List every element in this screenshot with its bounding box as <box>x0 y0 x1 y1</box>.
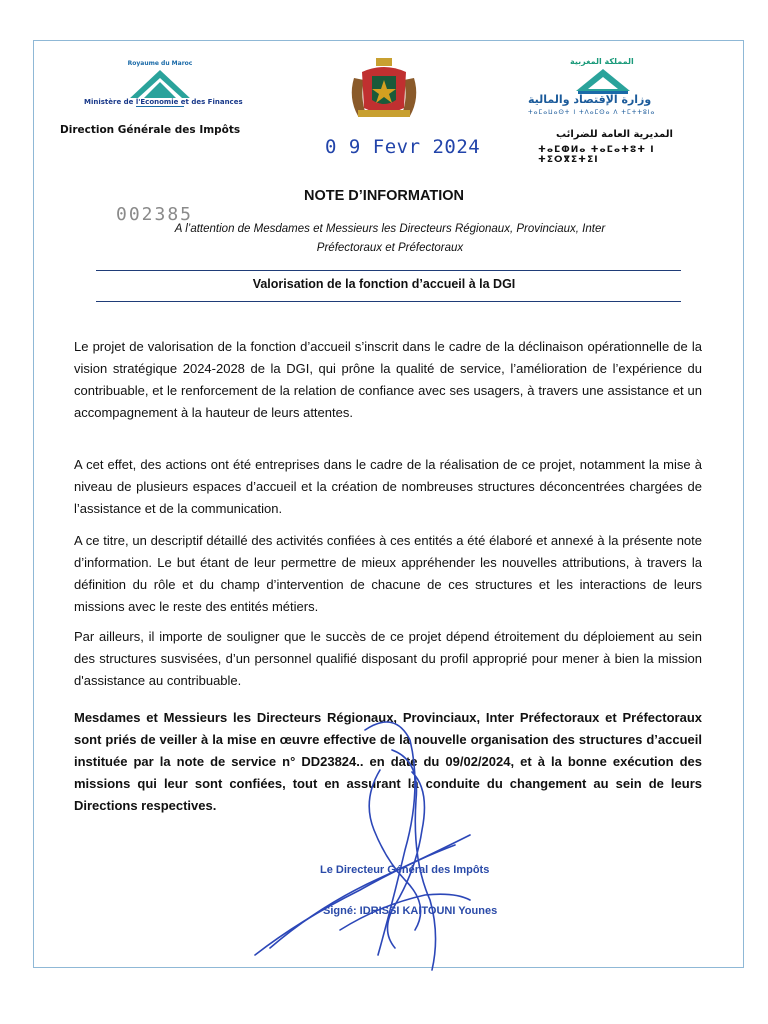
subject-line: Valorisation de la fonction d’accueil à la DGI <box>252 277 516 291</box>
document-number: 002385 <box>116 204 194 225</box>
paragraph-3: A ce titre, un descriptif détaillé des activités confiées à ces entités a été élaboré et annexé à la présente note d’information. Le but étant de leur permettre de mieux appréhender les nouvelles attributions, à travers la définition du rôle et du champ d’intervention de chacune de ces structures et les interactions de leurs missions avec le reste des entités métiers. <box>74 533 702 614</box>
paragraph-1: Le projet de valorisation de la fonction d’accueil s’inscrit dans le cadre de la déclinaison opérationnelle de la vision stratégique 2024-2028 de la DGI, qui prône la qualité de service, l’amélioration de l’expérience du contribuable, et le renforcement de la relation de confiance avec ses usagers, à travers une assistance et un accompagnement à la hauteur de leurs attentes. <box>74 339 702 420</box>
addressee: A l’attention de Mesdames et Messieurs les Directeurs Régionaux, Provinciaux, Inter Préfectoraux et Préfectoraux <box>174 223 606 254</box>
directorate-tifinagh-label: ⵜⴰⵎⵀⵍⴰ ⵜⴰⵎⴰⵜⵓⵜ ⵏ ⵜⵉⵔⴳⵉⵜⵉⵏ <box>538 145 655 165</box>
signature-name: Signé: IDRISSI KAITOUNI Younes <box>323 905 498 917</box>
ministry-tifinagh-label: ⵜⴰⵎⴰⵡⴰⵙⵜ ⵏ ⵜⴷⴰⵎⵙⴰ ⴷ ⵜⵎⵜⵜⵓⵏⴰ <box>528 109 656 116</box>
ministry-ar-label: وزارة الإقتصاد والمالية <box>528 93 652 106</box>
directorate-ar-label: المديرية العامة للضرائب <box>556 129 673 140</box>
directorate-label: Direction Générale des Impôts <box>60 124 241 136</box>
ministry-label: Ministère de l'Economie et des Finances <box>84 98 243 106</box>
signature-title: Le Directeur Général des Impôts <box>320 864 490 876</box>
kingdom-ar-label: المملكة المغربية <box>570 57 634 66</box>
page-title: NOTE D’INFORMATION <box>303 188 465 204</box>
kingdom-label: Royaume du Maroc <box>127 60 193 67</box>
date-stamp: 0 9 Fevr 2024 <box>325 136 481 158</box>
closing-paragraph: Mesdames et Messieurs les Directeurs Régionaux, Provinciaux, Inter Préfectoraux et Préfectoraux sont priés de veiller à la mise en œuvre effective de la nouvelle organisation des structures d’accueil instituée par la note de service n° DD23824.. en date du 09/02/2024, et à la bonne exécution des missions qui leur sont confiées, tout en assurant la conduite du changement au sein de leurs Directions respectives. <box>74 710 702 813</box>
paragraph-4: Par ailleurs, il importe de souligner que le succès de ce projet dépend étroitement du déploiement au sein des structures susvisées, d’un personnel qualifié disposant du profil approprié pour mener à bien la mission d'assistance au contribuable. <box>74 629 702 688</box>
paragraph-2: A cet effet, des actions ont été entreprises dans le cadre de la réalisation de ce projet, notamment la mise à niveau de plusieurs espaces d’accueil et la création de nombreuses structures déconcentrées chargées de l’assistance et de la communication. <box>74 457 702 516</box>
